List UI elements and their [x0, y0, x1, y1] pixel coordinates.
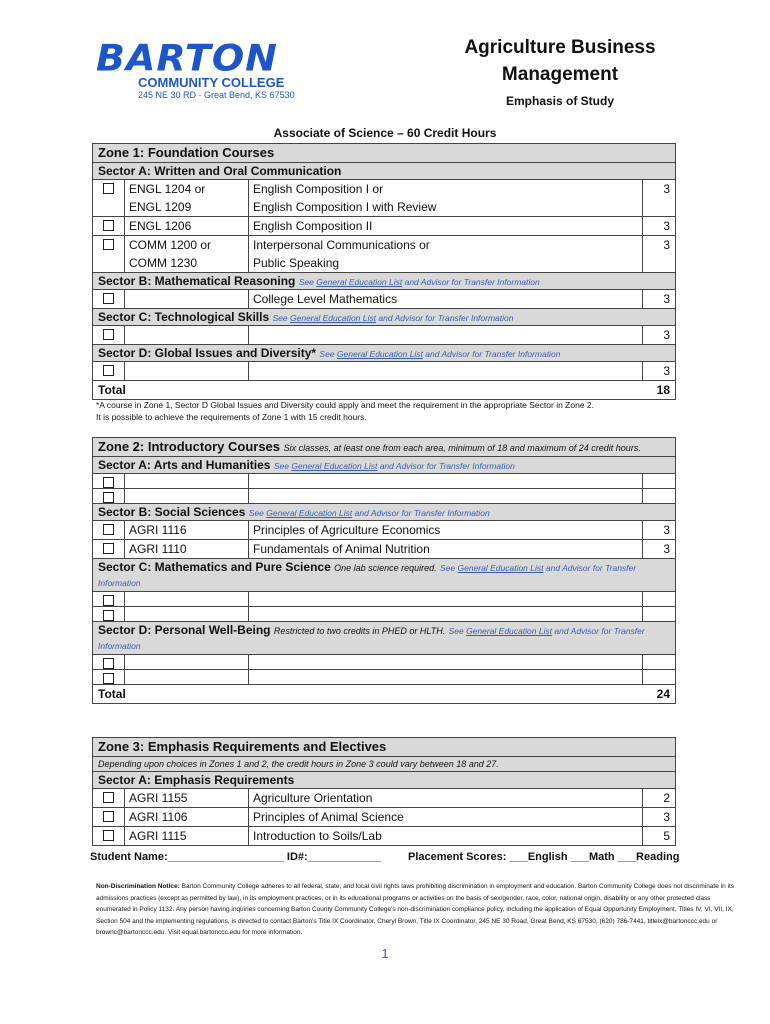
- course-title: Interpersonal Communications or: [253, 238, 430, 252]
- table-row: [93, 789, 675, 808]
- course-code: ENGL 1209: [129, 200, 192, 214]
- course-credits: 3: [663, 238, 670, 252]
- zone1-footnote: [96, 399, 666, 423]
- course-title: English Composition I with Review: [253, 200, 437, 214]
- course-title: English Composition II: [249, 217, 643, 235]
- table-row: [93, 236, 675, 273]
- table-row: [93, 521, 675, 540]
- footnote-line: It is possible to achieve the requirements of Zone 1 with 15 credit hours.: [96, 412, 367, 422]
- course-code: COMM 1200 or: [129, 238, 212, 252]
- page-number: 1: [381, 946, 389, 961]
- zone1-total-row: [93, 381, 675, 399]
- zone2-sector-a: [93, 457, 675, 474]
- title-block: [450, 34, 670, 108]
- table-row: [93, 217, 675, 236]
- table-row: [93, 827, 675, 845]
- zone2-sector-b: [93, 504, 675, 521]
- course-code: ENGL 1204 or: [129, 182, 206, 196]
- zone1-sector-a: Sector A: Written and Oral Communication: [93, 163, 675, 180]
- notice-label: Non-Discrimination Notice:: [96, 883, 180, 890]
- course-title: English Composition I or: [253, 182, 384, 196]
- footnote-line: *A course in Zone 1, Sector D Global Issues and Diversity could apply and meet the requirement in the appropriate Sector in Zone 2.: [96, 400, 594, 410]
- total-value: 18: [656, 383, 670, 397]
- gen-ed-link[interactable]: General Education List: [290, 313, 376, 323]
- zone-title: Zone 2: Introductory Courses: [98, 439, 281, 454]
- checkbox[interactable]: [103, 830, 114, 841]
- zone2-table: [92, 437, 676, 704]
- course-title: Agriculture Orientation: [249, 789, 643, 807]
- page-title-line2: Management: [501, 64, 619, 85]
- sector-title: Sector A: Arts and Humanities: [98, 458, 271, 472]
- zone2-total-row: [93, 685, 675, 703]
- sector-note: Restricted to two credits in PHED or HLTH.: [273, 626, 446, 636]
- total-value: 24: [656, 687, 670, 701]
- logo-address: 245 NE 30 RD · Great Bend, KS 67530: [138, 90, 295, 100]
- transfer-reference: See General Education List and Advisor for Transfer Information: [248, 508, 490, 518]
- zone3-table: [92, 737, 676, 846]
- zone1-sector-b: [93, 273, 675, 290]
- sector-title: Sector B: Social Sciences: [98, 505, 246, 519]
- course-code: AGRI 1155: [125, 789, 249, 807]
- course-title: Introduction to Soils/Lab: [249, 827, 643, 845]
- page-subtitle: Emphasis of Study: [505, 94, 615, 108]
- zone2-sector-d: [93, 622, 675, 655]
- gen-ed-link[interactable]: General Education List: [316, 277, 403, 287]
- table-row: [93, 808, 675, 827]
- table-row: [93, 592, 675, 607]
- zone2-header: [93, 438, 675, 457]
- zone3-note-row: [93, 757, 675, 772]
- sector-title: Sector C: Technological Skills: [98, 310, 270, 324]
- transfer-reference: See General Education List and Advisor for Transfer Information: [273, 461, 515, 471]
- checkbox[interactable]: [103, 673, 114, 684]
- checkbox[interactable]: [103, 792, 114, 803]
- gen-ed-link[interactable]: General Education List: [466, 626, 553, 636]
- table-row: [93, 290, 675, 309]
- gen-ed-link[interactable]: General Education List: [291, 461, 378, 471]
- course-credits: 5: [663, 829, 670, 843]
- course-credits: 3: [663, 523, 670, 537]
- transfer-reference: See General Education List and Advisor for Transfer Information: [272, 313, 514, 323]
- table-row: [93, 362, 675, 381]
- course-title: Public Speaking: [253, 256, 340, 270]
- table-row: [93, 655, 675, 670]
- zone1-sector-d: [93, 345, 675, 362]
- checkbox[interactable]: [103, 477, 114, 488]
- course-title: Principles of Agriculture Economics: [249, 521, 643, 539]
- course-credits: 3: [663, 219, 670, 233]
- course-credits: 3: [663, 182, 670, 196]
- zone-note: Depending upon choices in Zones 1 and 2, the credit hours in Zone 3 could vary between 18 and 27.: [98, 759, 499, 769]
- college-logo: [96, 37, 306, 101]
- transfer-reference: See General Education List and Advisor for Transfer Information: [298, 277, 540, 287]
- checkbox[interactable]: [103, 329, 114, 340]
- course-code: AGRI 1106: [125, 808, 249, 826]
- course-credits: 3: [663, 328, 670, 342]
- transfer-reference: See General Education List and Advisor for Transfer Information: [98, 626, 645, 651]
- transfer-reference: See General Education List and Advisor for Transfer Information: [98, 563, 637, 588]
- zone-note: Six classes, at least one from each area, minimum of 18 and maximum of 24 credit hours.: [283, 443, 641, 453]
- checkbox[interactable]: [103, 492, 114, 503]
- course-credits: 2: [663, 791, 670, 805]
- course-credits: 3: [663, 364, 670, 378]
- total-label: Total: [98, 687, 126, 701]
- zone2-sector-c: [93, 559, 675, 592]
- total-label: Total: [98, 383, 126, 397]
- table-row: [93, 474, 675, 489]
- sector-title: Sector C: Mathematics and Pure Science: [98, 560, 331, 574]
- checkbox[interactable]: [103, 595, 114, 606]
- zone1-sector-c: [93, 309, 675, 326]
- checkbox[interactable]: [103, 183, 114, 194]
- sector-note: One lab science required.: [334, 563, 437, 573]
- gen-ed-link[interactable]: General Education List: [266, 508, 353, 518]
- page-title-line1: Agriculture Business: [464, 37, 656, 58]
- course-credits: 3: [663, 810, 670, 824]
- table-row: [93, 540, 675, 559]
- student-info-line[interactable]: Student Name:___________________ ID#:____________: [90, 851, 382, 863]
- logo-wordmark: BARTON: [96, 37, 278, 79]
- sector-title: Sector D: Personal Well-Being: [98, 623, 271, 637]
- checkbox[interactable]: [103, 524, 114, 535]
- table-row: [93, 670, 675, 685]
- checkbox[interactable]: [103, 811, 114, 822]
- checkbox[interactable]: [103, 365, 114, 376]
- table-row: [93, 326, 675, 345]
- placement-scores-line[interactable]: Placement Scores: ___English ___Math ___Reading: [408, 851, 680, 863]
- gen-ed-link[interactable]: General Education List: [336, 349, 423, 359]
- table-row: [93, 489, 675, 504]
- course-code: AGRI 1115: [125, 827, 249, 845]
- checkbox[interactable]: [103, 220, 114, 231]
- course-code: AGRI 1116: [125, 521, 249, 539]
- course-title: College Level Mathematics: [249, 290, 643, 308]
- sector-title: Sector D: Global Issues and Diversity*: [98, 346, 317, 360]
- course-code: COMM 1230: [129, 256, 198, 270]
- zone3-sector-a: Sector A: Emphasis Requirements: [93, 772, 675, 789]
- zone1-table: [92, 143, 676, 400]
- zone1-header: Zone 1: Foundation Courses: [93, 144, 675, 163]
- checkbox[interactable]: [103, 293, 114, 304]
- zone3-header: Zone 3: Emphasis Requirements and Electives: [93, 738, 675, 757]
- logo-college: COMMUNITY COLLEGE: [138, 75, 285, 90]
- course-credits: 3: [663, 292, 670, 306]
- checkbox[interactable]: [103, 543, 114, 554]
- course-credits: 3: [663, 542, 670, 556]
- course-code: ENGL 1206: [125, 217, 249, 235]
- notice-text: Barton Community College adheres to all federal, state, and local civil rights laws prohibiting discrimination in employment and education. Barton Community College does not discriminate in its admissions practices (except as permitted by law), in its employment practices, or in its educational programs or activities on the basis of sex/gender, race, color, national origin, disability or any other protected class enumerated in Policy 1132. Any person having inquiries concerning Barton County Community College's non-discrimination compliance policy, including the application of Equal Opportunity Employment, Titles IV, VI, VII, IX, Section 504 and the implementing regulations, is directed to contact Barton's Title IX Coordinator, Cheryl Brown, Title IX Coordinator, 245 NE 30 Road, Great Bend, KS 67530, (620) 786-7441, titleix@bartonccc.edu or brownc@bartonccc.edu. Visit equal.bartonccc.edu for more information.: [96, 883, 735, 936]
- sector-title: Sector B: Mathematical Reasoning: [98, 274, 296, 288]
- course-code: AGRI 1110: [125, 540, 249, 558]
- non-discrimination-notice: [96, 881, 736, 939]
- checkbox[interactable]: [103, 610, 114, 621]
- degree-heading: Associate of Science – 60 Credit Hours: [273, 126, 497, 140]
- course-title: Principles of Animal Science: [249, 808, 643, 826]
- table-row: [93, 180, 675, 217]
- course-title: Fundamentals of Animal Nutrition: [249, 540, 643, 558]
- gen-ed-link[interactable]: General Education List: [457, 563, 544, 573]
- checkbox[interactable]: [103, 658, 114, 669]
- transfer-reference: See General Education List and Advisor for Transfer Information: [319, 349, 561, 359]
- table-row: [93, 607, 675, 622]
- checkbox[interactable]: [103, 239, 114, 250]
